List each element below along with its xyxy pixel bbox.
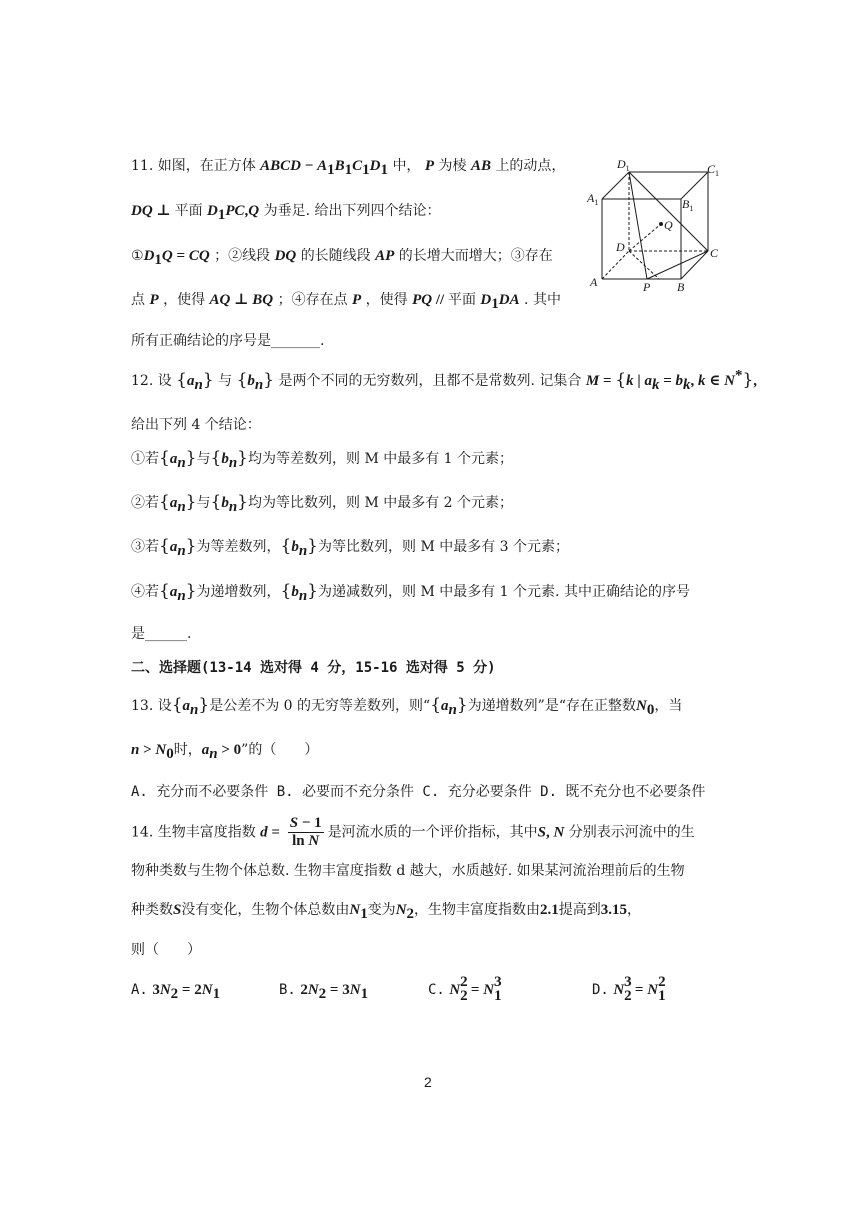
q12-line-2: 给出下列 4 个结论： <box>131 417 261 433</box>
figure-label: $B_1$ <box>682 197 694 213</box>
text: 时， <box>173 742 202 758</box>
option-letter: A. <box>131 982 148 998</box>
text: 的长随线段 <box>300 248 371 264</box>
q11-line-1: 11. 如图，在正方体 ABCD − $A_1B_1C_1D_1$ 中， P 为棱 AB 上的动点， <box>131 158 566 178</box>
text: 11. 如图，在正方体 <box>131 158 256 174</box>
q12-conclusion-4: ④若$\{a_n\}$为递增数列，$\{b_n\}$为递减数列，则 M 中最多有 1 个元素. 其中正确结论的序号 <box>131 581 690 604</box>
text: ”的（ ） <box>241 742 319 758</box>
text: ，当 <box>654 698 683 714</box>
q12-conclusion-1: ①若$\{a_n\}$与$\{b_n\}$均为等差数列，则 M 中最多有 1 个元素； <box>131 448 514 471</box>
page-number: 2 <box>424 1074 432 1090</box>
text: 12. 设 <box>131 373 172 389</box>
text: 没有变化，生物个体总数由 <box>181 902 350 918</box>
text: ④若 <box>131 584 159 600</box>
figure-label: C <box>710 246 719 260</box>
text: 为等差数列， <box>196 539 281 555</box>
text: 为递增数列， <box>196 584 281 600</box>
text: ③若 <box>131 539 159 555</box>
text: 为垂足. 给出下列四个结论： <box>263 203 441 219</box>
figure-label: A <box>590 275 598 289</box>
q11-line-5: 所有正确结论的序号是_______. <box>131 333 325 349</box>
section-heading: 二、选择题(13-14 选对得 4 分，15-16 选对得 5 分) <box>131 660 496 676</box>
text: 为递增数列”是“存在正整数 <box>467 698 637 714</box>
text: 与 <box>218 373 233 389</box>
q11-line-3: $①D_1Q$ = CQ ；②线段 DQ 的长随线段 AP 的长增大而增大；③存在 <box>131 248 553 268</box>
q14-line-3: 种类数S没有变化，生物个体总数由$N_1$变为$N_2$，生物丰富度指数由2.1提高到3.15， <box>131 902 642 922</box>
text: 是河流水质的一个评价指标，其中 <box>327 824 538 841</box>
q11-line-2: DQ ⊥ 平面 $D_1PC,Q$ 为垂足. 给出下列四个结论： <box>131 203 441 223</box>
text: 是两个不同的无穷数列，且都不是常数列. 记集合 <box>278 373 582 389</box>
q14-option-a: A. $3N_2 = 2N_1$ <box>131 982 221 1002</box>
text: 14. 生物丰富度指数 <box>131 824 256 841</box>
text: 13. 设 <box>131 698 172 714</box>
q14-option-c: C. N 2 2 = N 3 1 <box>428 974 502 1004</box>
text: 为等比数列，则 M 中最多有 3 个元素； <box>318 539 570 555</box>
text: ① <box>131 248 144 264</box>
text: 的长增大而增大；③存在 <box>398 248 553 264</box>
option-letter: B. <box>279 982 296 998</box>
option-letter: D. <box>592 982 609 998</box>
text: 中， <box>392 158 421 174</box>
text: ②若 <box>131 495 159 511</box>
text: 上的动点， <box>495 158 566 174</box>
text: 均为等差数列，则 M 中最多有 1 个元素； <box>248 451 514 467</box>
text: ①若 <box>131 451 159 467</box>
q13-line-2: $n > N_0$时，$a_n > 0$”的（ ） <box>131 742 319 762</box>
figure-label: $A_1$ <box>587 191 599 207</box>
text: ；②线段 <box>214 248 271 264</box>
q14-option-b: B. $2N_2 = 3N_1$ <box>279 982 369 1002</box>
figure-label: D <box>616 240 625 254</box>
figure-label: $C_1$ <box>707 162 720 178</box>
text: 是公差不为 0 的无穷等差数列，则“ <box>209 698 431 714</box>
figure-label: B <box>677 280 685 294</box>
text: ，使得 <box>163 292 206 308</box>
point-q <box>659 222 663 226</box>
q12-answer-line: 是______. <box>131 626 192 642</box>
text: 均为等比数列，则 M 中最多有 2 个元素； <box>248 495 514 511</box>
text: 提高到 <box>558 902 601 918</box>
q13-options: A. 充分而不必要条件 B. 必要而不充分条件 C. 充分必要条件 D. 既不充分也不必要条件 <box>131 784 706 800</box>
text: 平面 <box>447 292 476 308</box>
q14-line-1: 14. 生物丰富度指数 d = $\frac{S - 1}{\text{ln N}}$ 是河流水质的一个评价指标，其中S, N 分别表示河流中的生 <box>131 815 695 849</box>
figure-label: $D_1$ <box>617 157 630 173</box>
q14-line-2: 物种类数与生物个体总数. 生物丰富度指数 d 越大，水质越好. 如果某河流治理前后的生物 <box>131 863 685 879</box>
option-letter: C. <box>428 982 445 998</box>
figure-label: P <box>643 280 651 294</box>
q13-line-1: 13. 设$\{a_n\}$是公差不为 0 的无穷等差数列，则“$\{a_n\}$为递增数列”是“存在正整数$N_0$，当 <box>131 695 683 718</box>
figure-label: Q <box>664 218 673 232</box>
q11-line-4: 点 P ，使得 AQ ⊥ BQ ；④存在点 P ，使得 PQ // 平面 $D_1DA$ . 其中 <box>131 292 561 312</box>
text: 分别表示河流中的生 <box>568 824 695 841</box>
q14-option-d: D. N 3 2 = N 2 1 <box>592 974 666 1004</box>
text: 与 <box>196 495 211 511</box>
q12-conclusion-3: ③若$\{a_n\}$为等差数列，$\{b_n\}$为等比数列，则 M 中最多有 3 个元素； <box>131 536 570 559</box>
fraction: $\frac{S - 1}{\text{ln N}}$ <box>289 815 322 849</box>
q14-line-4: 则（ ） <box>131 942 201 958</box>
text: ，使得 <box>365 292 408 308</box>
text: 变为 <box>367 902 396 918</box>
text: . 其中 <box>524 292 561 308</box>
text: 种类数 <box>131 902 173 918</box>
text: 为递减数列，则 M 中最多有 1 个元素. 其中正确结论的序号 <box>318 584 690 600</box>
q12-conclusion-2: ②若$\{a_n\}$与$\{b_n\}$均为等比数列，则 M 中最多有 2 个元素； <box>131 492 514 515</box>
text: ， <box>627 902 642 918</box>
text: 平面 <box>174 203 203 219</box>
text: ；④存在点 <box>277 292 348 308</box>
q12-line-1: 12. 设 $\{a_n\}$ 与 $\{b_n\}$ 是两个不同的无穷数列，且都不是常数列. 记集合 M = {k | $a_k = b_k$, k ∈ N*}, <box>131 367 758 393</box>
text: ，生物丰富度指数由 <box>414 902 541 918</box>
text: 点 <box>131 292 145 308</box>
text: 与 <box>196 451 211 467</box>
text: 为棱 <box>438 158 467 174</box>
cube-figure <box>585 150 725 300</box>
